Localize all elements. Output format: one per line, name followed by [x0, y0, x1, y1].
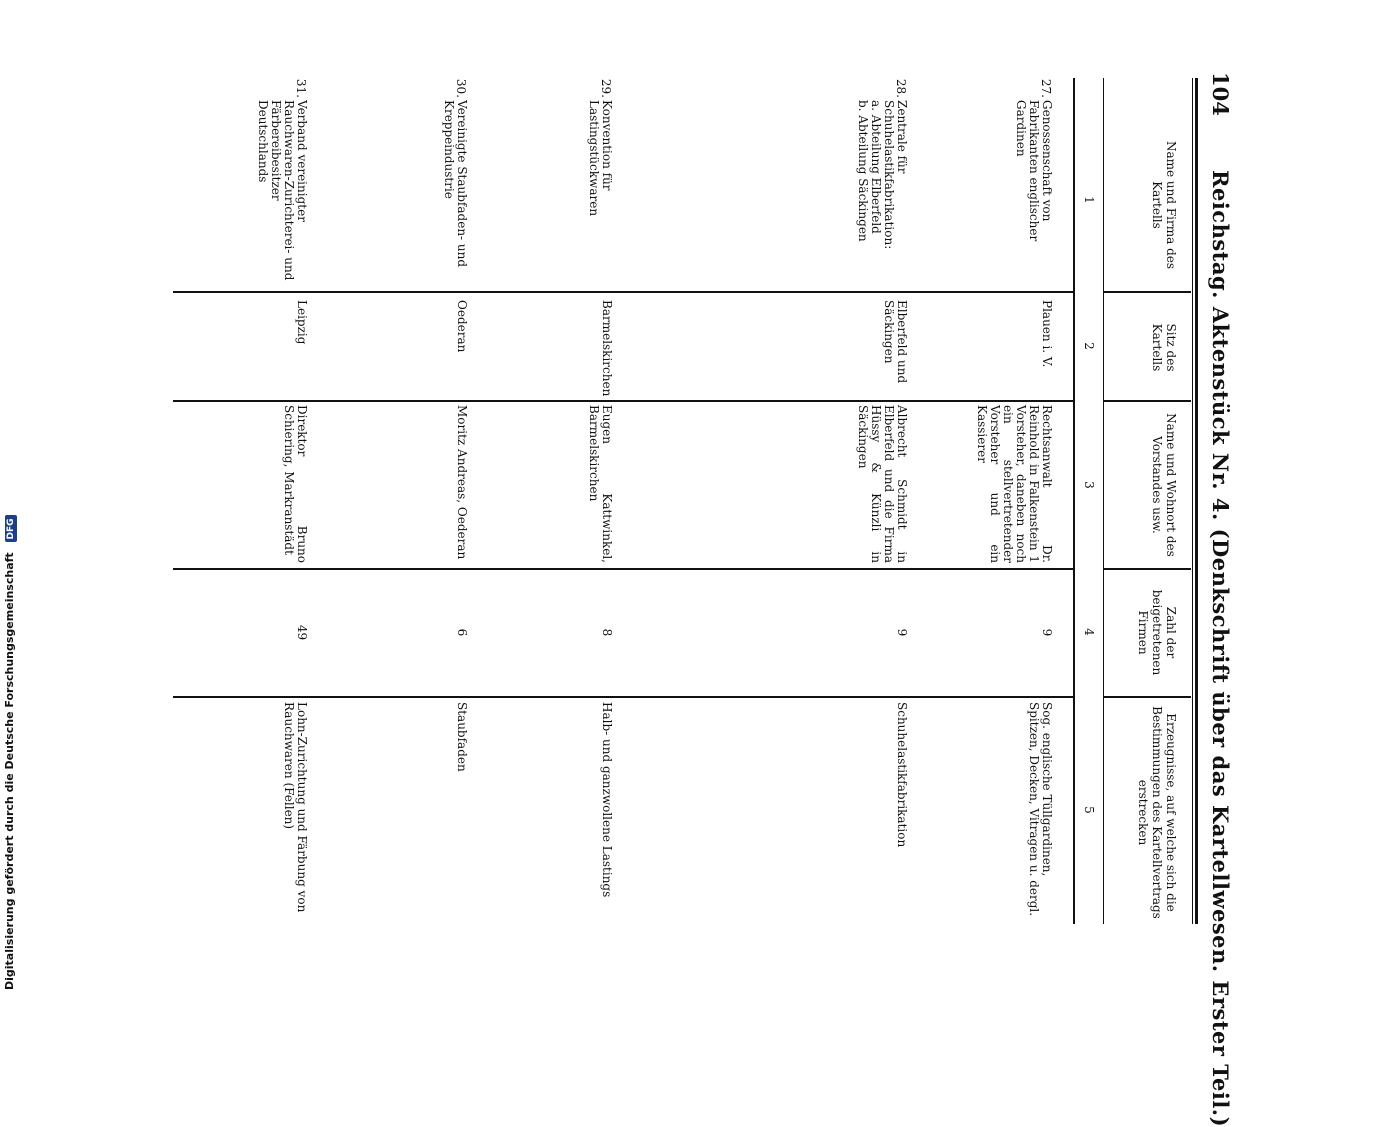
row-27-vorstand: Rechtsanwalt Dr. Reinhold in Falkenstein 1 Vorsteher, daneben noch ein stellvertretender Vorsteher und ein Kassierer — [975, 405, 1054, 563]
row-30-name: Vereinigte Staubfaden- und Kreppeindustrie — [442, 100, 469, 268]
colhead-2: Sitz des Kartells — [1150, 323, 1178, 372]
header-double-rule-bottom — [1192, 78, 1193, 924]
header-double-rule-top — [1195, 78, 1198, 924]
column-number-rule-bottom — [1073, 78, 1075, 924]
row-28-name-sub-a: a. Abteilung Elberfeld — [869, 100, 883, 234]
row-30-vorstand: Moritz Andreas, Oederan — [455, 405, 469, 560]
row-30-firmen: 6 — [455, 628, 469, 637]
dfg-logo: DFG — [5, 515, 17, 542]
digitization-footer-text: Digitalisierung gefördert durch die Deutsche Forschungsgemeinschaft — [3, 552, 16, 990]
colhead-4: Zahl der beigetretenen Firmen — [1136, 589, 1178, 676]
row-31-erzeugnisse: Lohn-Zurichtung und Färbung von Rauchwaren (Fellen) — [282, 702, 309, 913]
colhead-3: Name und Wohnort des Vorstandes usw. — [1150, 413, 1178, 557]
row-28-number: 28. — [894, 78, 908, 98]
colnum-1: 1 — [1082, 196, 1096, 204]
row-30-erzeugnisse: Staubfaden — [455, 702, 469, 772]
row-29-vorstand: Eugen Kattwinkel, Barmelskirchen — [587, 405, 614, 563]
colnum-2: 2 — [1082, 342, 1096, 350]
row-28-vorstand: Albrecht Schmidt in Elberfeld und die Firma Hüssy & Künzli in Säckingen — [856, 405, 909, 563]
row-28-name-main: Zentrale für Schuhelastikfabrikation: — [882, 100, 909, 250]
column-number-rule-top — [1103, 78, 1104, 924]
row-28-name-sub-b: b. Abteilung Säckingen — [856, 100, 870, 242]
col-divider-2-3 — [1104, 400, 1191, 402]
row-31-firmen: 49 — [295, 624, 309, 641]
colnum-5: 5 — [1082, 806, 1096, 814]
row-27-erzeugnisse: Sog. englische Tüllgardinen, Spitzen, Decken, Vitragen u. dergl. — [1027, 702, 1054, 917]
row-28-firmen: 9 — [895, 628, 909, 637]
row-30-number: 30. — [454, 78, 468, 98]
row-31-sitz: Leipzig — [295, 300, 309, 345]
body-col-divider-2-3 — [173, 400, 1073, 402]
row-29-firmen: 8 — [600, 628, 614, 637]
col-divider-3-4 — [1104, 568, 1191, 570]
colnum-4: 4 — [1082, 628, 1096, 636]
row-29-erzeugnisse: Halb- und ganzwollene Lastings — [600, 702, 614, 898]
digitization-footer — [3, 515, 17, 990]
row-31-number: 31. — [294, 78, 308, 98]
row-28-sitz: Elberfeld und Säckingen — [882, 300, 909, 384]
row-27-sitz: Plauen i. V. — [1040, 300, 1054, 368]
row-27-firmen: 9 — [1040, 628, 1054, 637]
row-31-vorstand: Direktor Bruno Schiering, Markranstädt — [282, 405, 309, 563]
row-29-number: 29. — [599, 78, 613, 98]
body-col-divider-1-2 — [173, 291, 1073, 293]
row-28-name — [856, 100, 908, 286]
colnum-3: 3 — [1082, 481, 1096, 489]
page-number: 104 — [1208, 72, 1233, 116]
colhead-5: Erzeugnisse, auf welche sich die Bestimmungen des Kartellvertrags erstrecken — [1136, 706, 1178, 919]
row-27-number: 27. — [1039, 78, 1053, 98]
body-col-divider-4-5 — [173, 696, 1073, 698]
col-divider-1-2 — [1104, 291, 1191, 293]
body-col-divider-3-4 — [173, 568, 1073, 570]
col-divider-4-5 — [1104, 696, 1191, 698]
row-29-name: Konvention für Lastingstückwaren — [587, 100, 614, 217]
row-30-sitz: Oederan — [455, 300, 469, 353]
row-27-name: Genossenschaft von Fabrikanten englischer Gardinen — [1014, 100, 1054, 242]
colhead-1: Name und Firma des Kartells — [1150, 140, 1178, 270]
row-28-erzeugnisse: Schuhelastikfabrikation — [895, 702, 909, 848]
row-29-sitz: Barmelskirchen — [600, 300, 614, 397]
running-title: Reichstag. Aktenstück Nr. 4. (Denkschrift über das Kartellwesen. Erster Teil.) — [1208, 170, 1233, 1127]
row-31-name: Verband vereinigter Rauchwaren-Zurichterei- und Färbereibesitzer Deutschlands — [256, 100, 309, 281]
